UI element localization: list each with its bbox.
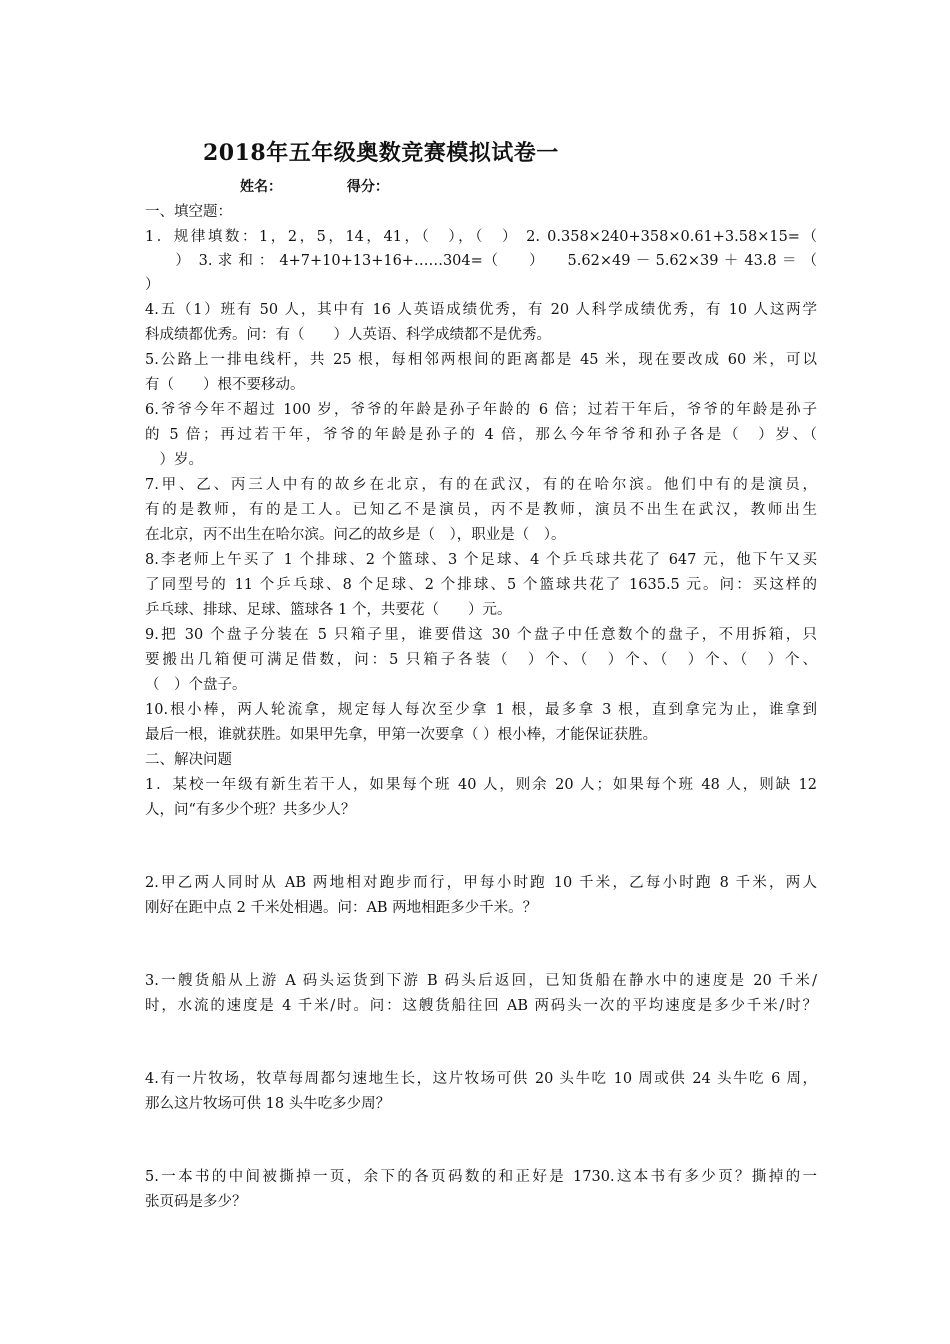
- text-line: 3.一艘货船从上游 A 码头运货到下游 B 码头后返回，已知货船在静水中的速度是 20 千米/: [145, 973, 817, 989]
- text-line: 8.李老师上午买了 1 个排球、2 个篮球、3 个足球、4 个乒乓球共花了 647 元，他下午又买: [145, 552, 817, 568]
- text-line: 1．某校一年级有新生若干人，如果每个班 40 人，则余 20 人；如果每个班 48 人，则缺 12: [145, 777, 817, 793]
- exam-title: 2018年五年级奥数竞赛模拟试卷一: [203, 140, 559, 166]
- text-line: 10.根小棒，两人轮流拿，规定每人每次至少拿 1 根，最多拿 3 根，直到拿完为止，谁拿到: [145, 702, 817, 718]
- text-line: 6.爷爷今年不超过 100 岁，爷爷的年龄是孙子年龄的 6 倍；过若干年后，爷爷的年龄是孙子: [145, 402, 817, 418]
- text-line: ）岁。: [145, 452, 203, 468]
- text-line: 5.一本书的中间被撕掉一页，余下的各页码数的和正好是 1730.这本书有多少页？撕掉的一: [145, 1169, 817, 1185]
- section-heading-fill-blank: 一、填空题：: [145, 204, 232, 220]
- text-line: ）: [145, 277, 160, 293]
- text-line: 科成绩都优秀。问：有（ ）人英语、科学成绩都不是优秀。: [145, 327, 551, 343]
- text-line: 人，问“有多少个班？共多少人？: [145, 802, 356, 818]
- text-line: 时，水流的速度是 4 千米/时。问：这艘货船往回 AB 两码头一次的平均速度是多少千米/时？: [145, 998, 817, 1014]
- student-info-line: [240, 176, 389, 196]
- text-line: 在北京，丙不出生在哈尔滨。问乙的故乡是（ ），职业是（ ）。: [145, 527, 566, 543]
- text-line: 有（ ）根不要移动。: [145, 377, 305, 393]
- text-line: 要搬出几箱便可满足借数，问：5 只箱子各装（ ）个、（ ）个、（ ）个、（ ）个、: [145, 652, 817, 668]
- text-line: 的 5 倍；再过若干年，爷爷的年龄是孙子的 4 倍，那么今年爷爷和孙子各是（ ）岁、（: [145, 427, 817, 443]
- text-line: （ ）个盘子。: [145, 677, 247, 693]
- section-heading-problems: 二、解决问题: [145, 752, 232, 768]
- text-line: 1．规律填数：1，2，5，14，41，（ ），（ ） 2. 0.358×240+358×0.61+3.58×15=（: [145, 229, 817, 245]
- text-line: 9.把 30 个盘子分装在 5 只箱子里，谁要借这 30 个盘子中任意数个的盘子，不用拆箱，只: [145, 627, 817, 643]
- text-line: 那么这片牧场可供 18 头牛吃多少周？: [145, 1096, 391, 1112]
- score-label: 得分：: [346, 179, 389, 195]
- name-label: 姓名：: [240, 179, 282, 195]
- text-line: 5.公路上一排电线杆，共 25 根，每相邻两根间的距离都是 45 米，现在要改成 60 米，可以: [145, 352, 817, 368]
- text-line: 2.甲乙两人同时从 AB 两地相对跑步而行，甲每小时跑 10 千米，乙每小时跑 8 千米，两人: [145, 875, 817, 891]
- text-line: 4.五（1）班有 50 人，其中有 16 人英语成绩优秀，有 20 人科学成绩优秀，有 10 人这两学: [145, 302, 817, 318]
- text-line: 刚好在距中点 2 千米处相遇。问：AB 两地相距多少千米。？: [145, 900, 538, 916]
- text-line: ） 3. 求 和 ： 4+7+10+13+16+……304=（ ） 5.62×49 － 5.62×39 ＋ 43.8 ＝ （: [145, 253, 817, 269]
- text-line: 7.甲、乙、丙三人中有的故乡在北京，有的在武汉，有的在哈尔滨。他们中有的是演员，: [145, 477, 817, 493]
- text-line: 了同型号的 11 个乒乓球、8 个足球、2 个排球、5 个篮球共花了 1635.5 元。问：买这样的: [145, 577, 817, 593]
- text-line: 4.有一片牧场，牧草每周都匀速地生长，这片牧场可供 20 头牛吃 10 周或供 24 头牛吃 6 周，: [145, 1071, 817, 1087]
- text-line: 张页码是多少？: [145, 1194, 247, 1210]
- text-line: 最后一根，谁就获胜。如果甲先拿，甲第一次要拿（ ）根小棒，才能保证获胜。: [145, 727, 658, 743]
- text-line: 有的是教师，有的是工人。已知乙不是演员，丙不是教师，演员不出生在武汉，教师出生: [145, 502, 817, 518]
- text-line: 乒乓球、排球、足球、篮球各 1 个，共要花（ ）元。: [145, 602, 512, 618]
